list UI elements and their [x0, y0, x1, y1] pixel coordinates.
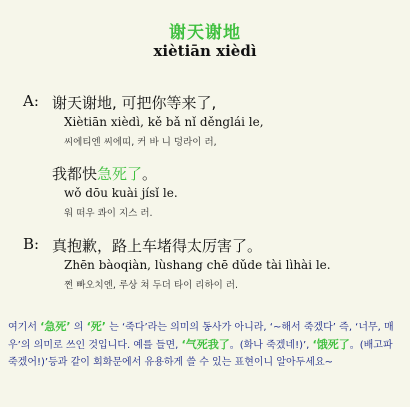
dialogue-a1-chinese: 谢天谢地, 可把你等来了,: [52, 94, 217, 112]
note-quote-2: ‘死’: [86, 320, 106, 333]
note-text-3: 는 ‘죽다’라는 의미의 동사가 아니라, ‘~해서 죽겠다’ 즉, ‘너무, 매우’의 의미로 쓰인 것입니다. 예를 들면,: [8, 322, 394, 351]
page-title: 谢天谢地: [169, 23, 241, 43]
note-quote-1: ‘急死’: [40, 320, 71, 333]
dialogue-b1-chinese: 真抱歉，路上车堵得太厉害了。: [52, 237, 263, 255]
speaker-b-label: B:: [23, 235, 40, 253]
note-quote-4: ‘饿死了: [312, 338, 350, 351]
dialogue-a2-part3: 。: [142, 165, 158, 183]
note-quote-3: ‘气死我了: [181, 338, 230, 351]
note-text-2: 의: [70, 322, 87, 333]
dialogue-a2-pinyin: wǒ dōu kuài jísǐ le.: [64, 186, 178, 200]
note-text-1: 여기서: [8, 322, 41, 333]
dialogue-a2-part1: 我都快: [52, 165, 98, 183]
dialogue-a2-korean: 워 떠우 콰이 지스 러.: [64, 208, 153, 219]
dialogue-a2-keyword: 急死了: [97, 165, 143, 183]
dialogue-a1-korean: 씨에티엔 씨에띠, 커 바 니 덩라이 러,: [64, 137, 217, 148]
note-text-5: 。(배고파 죽겠어!)’등과 같이 회화문에서 유용하게 쓸 수 있는 표현이니 알아두세요~: [8, 340, 393, 368]
dialogue-a1-pinyin: Xiètiān xièdì, kě bǎ nǐ děnglái le,: [64, 115, 264, 129]
explanation-note: [8, 318, 404, 371]
dialogue-b1-korean: 쩐 빠오치엔, 루상 쳐 두더 타이 리하이 러.: [64, 280, 239, 291]
speaker-a-label: A:: [23, 92, 39, 110]
dialogue-a2-chinese: [52, 163, 157, 184]
dialogue-b1-pinyin: Zhēn bàoqiàn, lùshang chē dǔde tài lìhài le.: [64, 258, 331, 272]
note-text-4: 。(화나 죽겠네!)’,: [229, 340, 313, 351]
page-title-pinyin: xiètiān xièdì: [153, 42, 257, 60]
